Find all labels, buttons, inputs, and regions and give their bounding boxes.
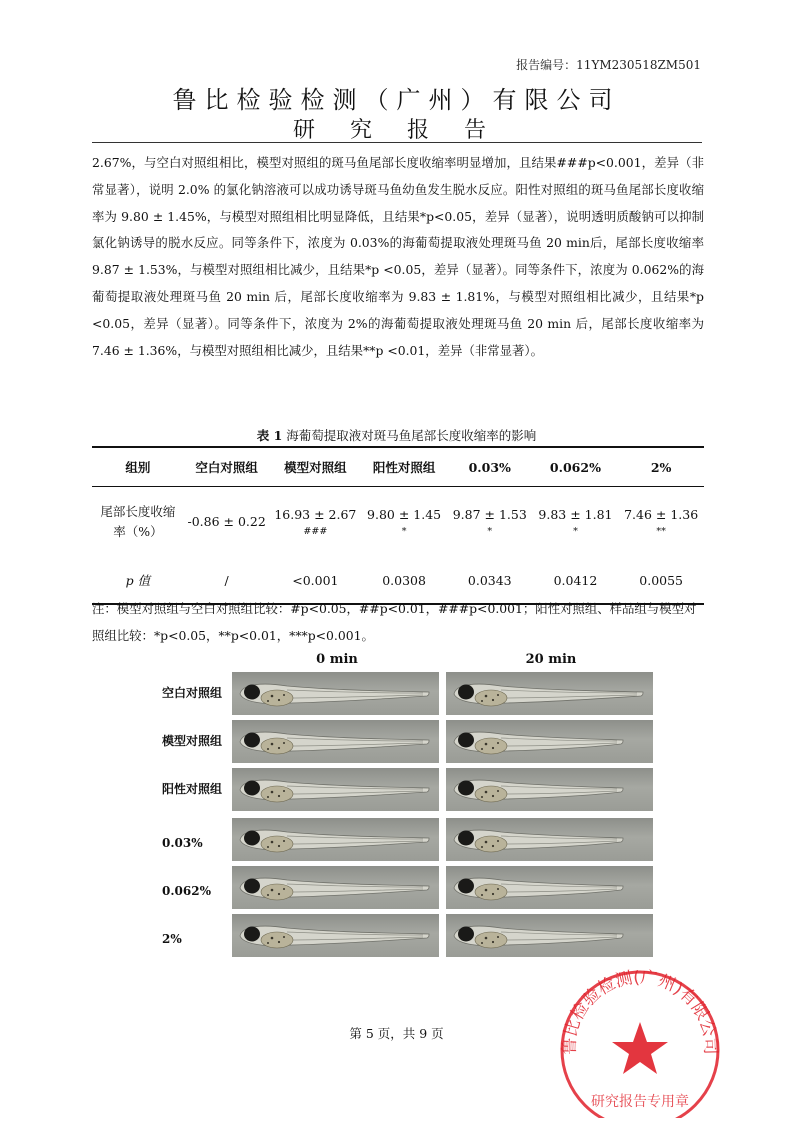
zebrafish-image — [446, 866, 653, 909]
table-note: 注：模型对照组与空白对照组比较：#p<0.05，##p<0.01，###p<0.001；阳性对照组、样品组与模型对照组比较：*p<0.05，**p<0.01，***p<0.001。 — [92, 601, 697, 643]
header-cell: 空白对照组 — [184, 447, 270, 487]
figure-row-label: 模型对照组 — [162, 734, 223, 748]
body-paragraph: 2.67%，与空白对照组相比，模型对照组的斑马鱼尾部长度收缩率明显增加，且结果###p<0.001，差异（非常显著），说明 2.0% 的氯化钠溶液可以成功诱导斑马鱼幼鱼发生脱水反应。阳性对照组的斑马鱼尾部长度收缩率为 9.80 ± 1.45%，与模型对照组相比明显降低，且结果*p<0.05，差异（显著），说明透明质酸钠可以抑制氯化钠诱导的脱水反应。同等条件下，浓度为 0.03%的海葡萄提取液处理斑马鱼 20 min后，尾部长度收缩率 9.87 ± 1.53%，与模型对照组相比减少，且结果*p <0.05，差异（显著）。同等条件下，浓度为 0.062%的海葡萄提取液处理斑马鱼 20 min 后，尾部长度收缩率为 9.83 ± 1.81%，与模型对照组相比减少，且结果*p <0.05，差异（显著）。同等条件下，浓度为 2%的海葡萄提取液处理斑马鱼 20 min 后，尾部长度收缩率为 7.46 ± 1.36%，与模型对照组相比减少，且结果**p <0.01，差异（非常显著）。 — [92, 155, 704, 358]
seal-bottom-text: 研究报告专用章 — [591, 1094, 689, 1110]
company-name: 鲁比检验检测（广州）有限公司 — [172, 86, 621, 114]
significance-mark: ** — [656, 526, 666, 537]
zebrafish-image — [446, 818, 653, 861]
zebrafish-image — [446, 768, 653, 811]
zebrafish-image — [446, 720, 653, 763]
cell-value: 7.46 ± 1.36 — [624, 507, 699, 522]
data-cell: <0.001 — [269, 557, 361, 604]
seal-arc-text: 鲁比检验检测(广州)有限公司 — [559, 968, 721, 1055]
zebrafish-image — [232, 914, 439, 957]
significance-mark: * — [401, 526, 407, 537]
header-rule — [92, 142, 702, 143]
zebrafish-image — [446, 914, 653, 957]
header-cell: 2% — [618, 447, 704, 487]
significance-mark: * — [487, 526, 493, 537]
cell-value: 9.87 ± 1.53 — [452, 507, 527, 522]
results-table — [92, 446, 704, 605]
header-cell: 0.03% — [447, 447, 533, 487]
header-cell: 模型对照组 — [269, 447, 361, 487]
figure-row-label: 0.03% — [162, 836, 203, 850]
data-cell — [533, 487, 619, 558]
figure-row-label: 0.062% — [162, 884, 211, 898]
figure-column-header: 20 min — [525, 652, 577, 667]
data-cell — [184, 487, 270, 558]
table-row — [92, 487, 704, 558]
data-cell: 0.0055 — [618, 557, 704, 604]
figure-column-header: 0 min — [316, 652, 358, 667]
zebrafish-image — [232, 672, 439, 715]
data-cell — [447, 487, 533, 558]
table-caption — [0, 426, 793, 444]
seal-star-icon — [612, 1022, 668, 1074]
figure-row-label: 阳性对照组 — [162, 782, 223, 796]
data-cell: / — [184, 557, 270, 604]
cell-value: 16.93 ± 2.67 — [274, 507, 357, 522]
table-caption-number: 表 1 — [256, 428, 283, 443]
zebrafish-image — [232, 720, 439, 763]
significance-mark: * — [573, 526, 578, 537]
table-header-row — [92, 447, 704, 487]
cell-value: 9.83 ± 1.81 — [538, 507, 613, 522]
zebrafish-image — [232, 866, 439, 909]
page-number: 第 5 页，共 9 页 — [349, 1026, 444, 1041]
document-subtitle: 研 究 报 告 — [293, 118, 500, 143]
header-cell: 阳性对照组 — [361, 447, 447, 487]
data-cell — [361, 487, 447, 558]
data-cell: 0.0308 — [361, 557, 447, 604]
header-cell: 组别 — [92, 447, 184, 487]
figure-row-label: 空白对照组 — [162, 686, 223, 700]
zebrafish-image — [232, 768, 439, 811]
zebrafish-figure — [150, 652, 660, 962]
official-seal — [550, 968, 730, 1118]
data-cell: 0.0412 — [533, 557, 619, 604]
table-caption-text: 海葡萄提取液对斑马鱼尾部长度收缩率的影响 — [286, 428, 537, 443]
report-number: 报告编号：11YM230518ZM501 — [516, 58, 701, 72]
header-cell: 0.062% — [533, 447, 619, 487]
figure-row-label: 2% — [162, 932, 182, 946]
zebrafish-image — [446, 672, 653, 715]
significance-mark: ### — [303, 526, 328, 537]
cell-value: -0.86 ± 0.22 — [187, 514, 266, 529]
data-cell: 0.0343 — [447, 557, 533, 604]
zebrafish-image — [232, 818, 439, 861]
cell-value: 9.80 ± 1.45 — [367, 507, 442, 522]
data-cell — [269, 487, 361, 558]
data-cell — [618, 487, 704, 558]
row-label: 尾部长度收缩率（%） — [100, 504, 176, 539]
row-label: p 值 — [92, 557, 184, 604]
